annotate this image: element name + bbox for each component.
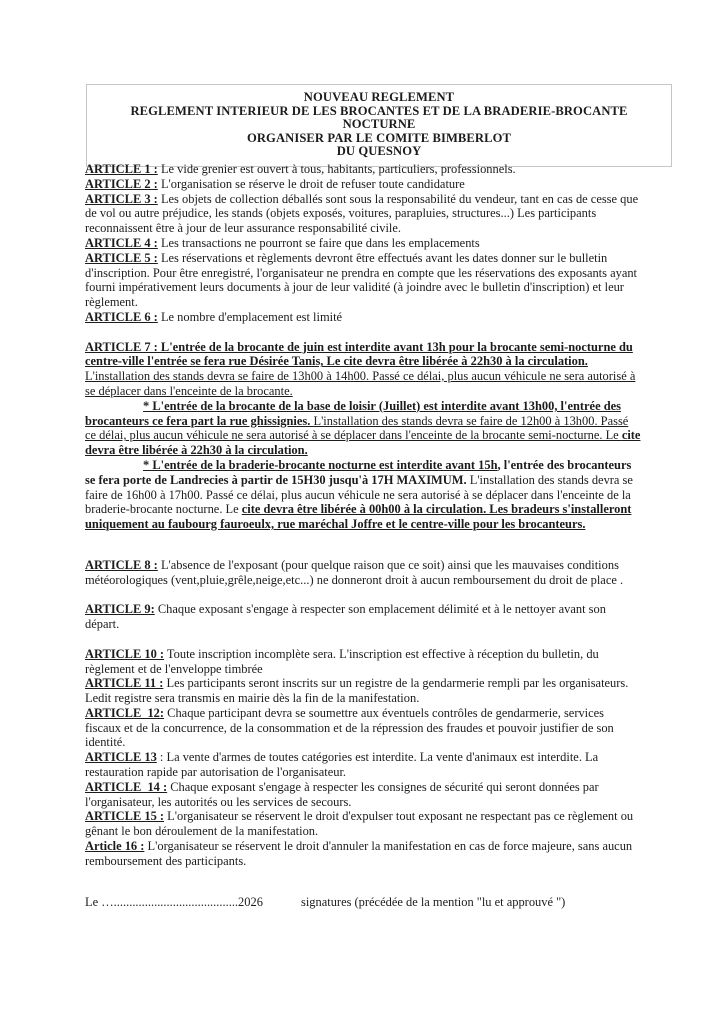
text-run: Chaque exposant s'engage à respecter son emplacement délimité et à le nettoyer avant son départ. <box>85 602 606 632</box>
article-label: ARTICLE 8 : <box>85 557 158 572</box>
article-3 <box>85 192 642 236</box>
text-run: L'organisation se réserve le droit de refuser toute candidature <box>157 176 465 191</box>
article-7-main <box>85 340 642 399</box>
text-run: Les réservations et règlements devront être effectués avant les dates donner sur le bulletin d'inscription. Pour être enregistré, l'organisateur ne prendra en compte que les réservations des exposants ayant fourni impérativement leurs documents à jour de leur validité (à joindre avec le bulletin d'inscription) et leur règlement. <box>85 250 638 310</box>
article-label: ARTICLE 1 : <box>85 162 158 176</box>
text-run: L'installation des stands devra se faire de 16h00 à 17h00. Passé ce délai, plus aucun véhicule ne sera autorisé à se déplacer dans l'enceinte de la braderie-brocante nocturne. Le <box>85 472 633 517</box>
article-7-juillet <box>85 399 642 458</box>
header-line-2: REGLEMENT INTERIEUR DE LES BROCANTES ET DE LA BRADERIE-BROCANTE NOCTURNE <box>130 103 628 132</box>
header-box <box>86 84 672 167</box>
document-body <box>85 162 642 909</box>
article-1 <box>85 162 642 177</box>
spacer <box>85 588 642 603</box>
article-label: ARTICLE 14 : <box>85 779 168 794</box>
header-line-4: DU QUESNOY <box>336 144 422 159</box>
article-11 <box>85 676 642 706</box>
signature-note: signatures (précédée de la mention "lu et approuvé ") <box>301 894 566 909</box>
article-9 <box>85 602 642 632</box>
text-run: Chaque exposant s'engage à respecter les consignes de sécurité qui seront données par l'organisateur, les autorités ou les services de secours. <box>85 779 599 809</box>
text-run: Chaque participant devra se soumettre aux éventuels contrôles de gendarmerie, services fiscaux et de la concurrence, de la consommation et de la répression des fraudes et pouvoir justifier de son identité. <box>85 705 614 750</box>
spacer <box>85 632 642 647</box>
article-13 <box>85 750 642 780</box>
text-run: L'organisateur se réservent le droit d'annuler la manifestation en cas de force majeure, sans aucun remboursement des participants. <box>85 839 633 868</box>
text-run: Le vide grenier est ouvert à tous, habitants, particuliers, professionnels. <box>157 162 516 176</box>
text-run: cite devra être libérée à 00h00 à la circulation. Les bradeurs s'installeront uniquement au faubourg fauroeulx, rue maréchal Joffre et le centre-ville pour les brocanteurs. <box>85 502 632 532</box>
article-label: ARTICLE 10 : <box>85 646 165 661</box>
text-run: cite devra être libérée à 22h30 à la circulation. <box>85 428 641 458</box>
signature-line <box>85 895 642 910</box>
text-run: Les objets de collection déballés sont sous la responsabilité du vendeur, tant en cas de cesse que de vol ou autre préjudice, les stands (objets exposés, voitures, parapluies, structures...) Les participants reconnaissent être à jour de leur assurance responsabilité civile. <box>85 191 639 236</box>
article-label: ARTICLE 5 : <box>85 250 158 265</box>
text-run: L'organisateur se réservent le droit d'expulser tout exposant ne respectant pas ce règlement ou gênant le bon déroulement de la manifestation. <box>85 809 634 839</box>
article-7-nocturne <box>85 458 642 532</box>
article-8 <box>85 558 642 588</box>
spacer <box>85 869 642 895</box>
header-line-3: ORGANISER PAR LE COMITE BIMBERLOT <box>246 130 512 145</box>
article-6 <box>85 310 642 325</box>
article-label: ARTICLE 9: <box>85 602 155 617</box>
text-run: L'installation des stands devra se faire de 13h00 à 14h00. Passé ce délai, plus aucun véhicule ne sera autorisé à se déplacer dans l'enceinte de la brocante. <box>85 369 636 398</box>
date-blank-line: Le …........................................2026 <box>85 894 263 909</box>
text-run: : La vente d'armes de toutes catégories est interdite. La vente d'animaux est interdite. La restauration rapide par autorisation de l'organisateur. <box>85 750 599 780</box>
text-run: Les participants seront inscrits sur un registre de la gendarmerie rempli par les organisateurs. Ledit registre sera transmis en mairie dès la fin de la manifestation. <box>85 676 629 706</box>
spacer <box>85 325 642 340</box>
text-run: L'installation des stands devra se faire de 12h00 à 13h00. Passé ce délai, plus aucun véhicule ne sera autorisé à se déplacer dans l'enceinte de la brocante semi-nocturne. Le <box>85 413 629 443</box>
article-label: ARTICLE 2 : <box>85 176 158 191</box>
text-run: Le nombre d'emplacement est limité <box>157 309 343 324</box>
article-label: ARTICLE 13 <box>85 750 157 765</box>
spacer <box>85 532 642 558</box>
text-run: Toute inscription incomplète sera. L'inscription est effective à réception du bulletin, du règlement et de l'enveloppe timbrée <box>85 646 599 676</box>
text-run: , l'entrée des brocanteurs se fera porte de Landrecies à partir de 15H30 jusqu'à 17H MAXIMUM. <box>85 457 632 487</box>
article-5 <box>85 251 642 310</box>
article-2 <box>85 177 642 192</box>
text-run: * L'entrée de la brocante de la base de loisir (Juillet) est interdite avant 13h00, l'entrée des brocanteurs ce fera part la rue ghissignies. <box>85 398 621 428</box>
article-label: ARTICLE 15 : <box>85 809 165 824</box>
header-line-1: NOUVEAU REGLEMENT <box>303 90 455 104</box>
article-16 <box>85 839 642 869</box>
article-label: Article 16 : <box>85 839 145 854</box>
article-label: ARTICLE 12: <box>85 705 165 720</box>
article-label: ARTICLE 11 : <box>85 676 164 691</box>
article-label: ARTICLE 3 : <box>85 191 158 206</box>
article-14 <box>85 780 642 810</box>
text-run: Les transactions ne pourront se faire que dans les emplacements <box>157 235 480 250</box>
text-run: ARTICLE 7 : L'entrée de la brocante de juin est interdite avant 13h pour la brocante semi-nocturne du centre-ville l'entrée se fera rue Désirée Tanis, Le cite devra être libérée à 22h30 à la circulation. <box>85 339 633 369</box>
article-label: ARTICLE 6 : <box>85 309 158 324</box>
text-run: * L'entrée de la braderie-brocante nocturne est interdite avant 15h <box>143 457 498 472</box>
article-15 <box>85 809 642 839</box>
text-run: L'absence de l'exposant (pour quelque raison que ce soit) ainsi que les mauvaises conditions météorologiques (vent,pluie,grêle,neige,etc...) ne donneront droit à aucun remboursement du droit de place . <box>85 557 624 587</box>
article-12 <box>85 706 642 750</box>
article-10 <box>85 647 642 677</box>
article-label: ARTICLE 4 : <box>85 235 158 250</box>
article-4 <box>85 236 642 251</box>
